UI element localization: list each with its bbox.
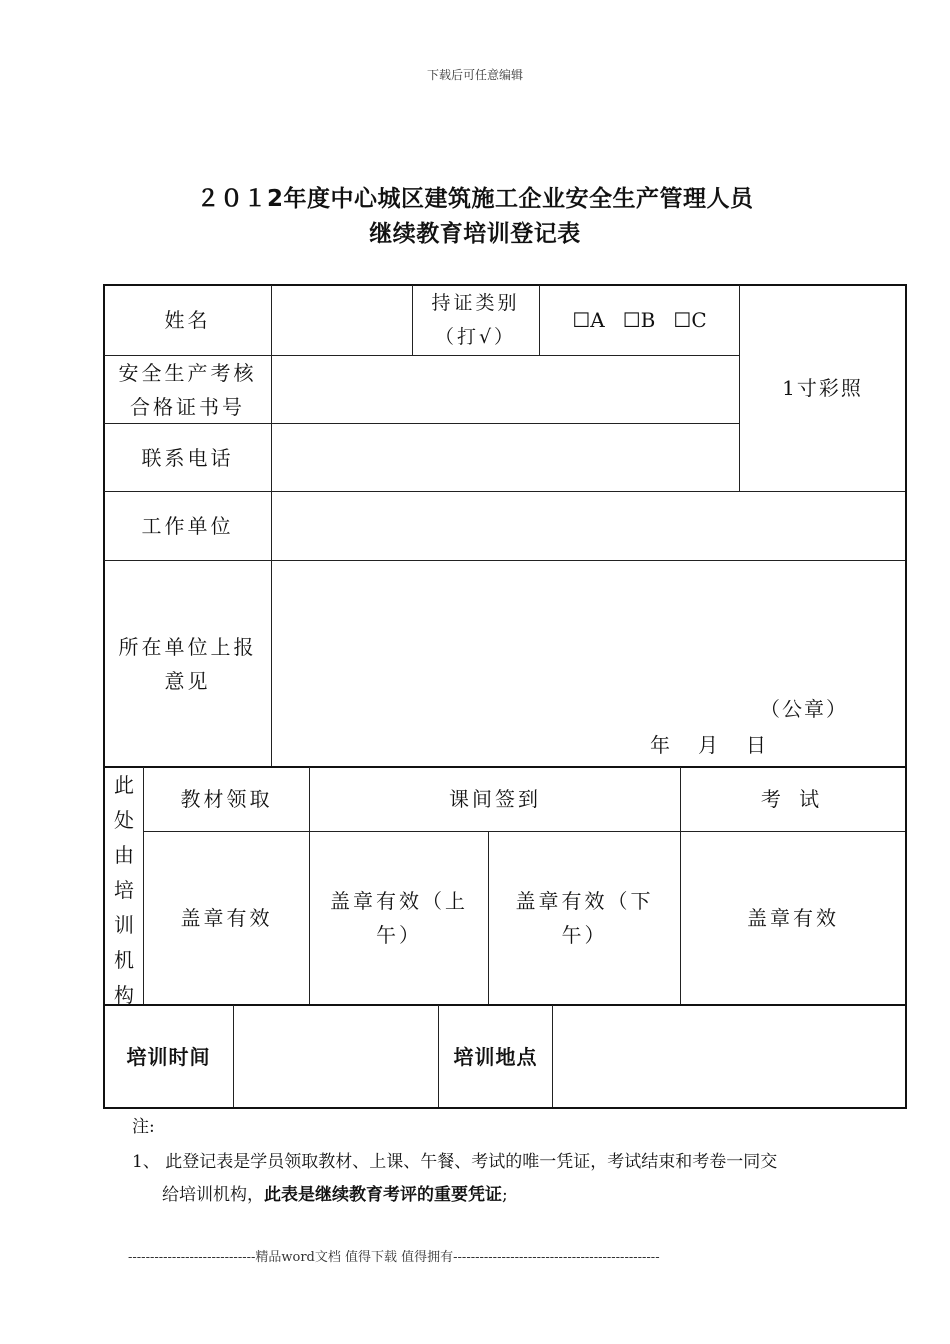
header-note: 下载后可任意编辑 (426, 68, 523, 82)
signin-am-line1: 盖章有效（上 (330, 889, 468, 913)
date-label: 年 月 日 (650, 733, 770, 757)
training-time-label: 培训时间 (126, 1044, 211, 1069)
name-label: 姓名 (164, 308, 211, 332)
opinion-label (104, 561, 271, 766)
notes-item1-end: ; (502, 1185, 508, 1205)
employer-field[interactable] (272, 492, 905, 560)
footer-line: -----------------------------精品word文档 值得下载 值得拥有----------------------------------------------- (128, 1250, 660, 1265)
name-field[interactable] (272, 285, 412, 355)
org-note-char: 构 (114, 983, 134, 1007)
org-note-char: 处 (114, 808, 134, 832)
form-title-line2: 继续教育培训登记表 (369, 221, 581, 247)
notes-item1-line2 (162, 1179, 508, 1212)
cert-type-label (412, 285, 539, 355)
cert-number-label-line2: 合格证书号 (130, 394, 245, 419)
employer-label: 工作单位 (141, 514, 234, 538)
org-note-char: 训 (114, 913, 134, 937)
exam-stamp-cell: 盖章有效 (747, 906, 839, 930)
option-a-checkbox[interactable]: ☐A (572, 308, 605, 332)
phone-field[interactable] (272, 424, 739, 491)
option-b-checkbox[interactable]: ☐B (622, 308, 656, 332)
photo-placeholder[interactable]: 1寸彩照 (782, 376, 863, 400)
signin-am-stamp-cell (310, 832, 488, 1004)
org-note-char: 此 (114, 773, 134, 797)
signin-pm-stamp-cell (489, 832, 680, 1004)
signin-pm-line2: 午） (561, 923, 608, 947)
opinion-label-line1: 所在单位上报 (118, 634, 257, 659)
signin-pm-line1: 盖章有效（下 (515, 889, 654, 913)
phone-label: 联系电话 (141, 445, 234, 470)
notes-item1-emphasis: 此表是继续教育考评的重要凭证 (264, 1185, 502, 1205)
notes-item1-plain: 给培训机构， (162, 1185, 264, 1205)
org-note-char: 机 (114, 948, 134, 972)
training-place-field[interactable] (553, 1006, 905, 1107)
cert-number-field[interactable] (272, 356, 739, 423)
notes-heading: 注: (132, 1117, 155, 1137)
cert-type-label-line2: （打√） (434, 326, 517, 348)
training-time-field[interactable] (234, 1006, 438, 1107)
cert-type-label-line1: 持证类别 (431, 292, 520, 314)
opinion-label-line2: 意见 (164, 668, 211, 693)
exam-header: 考 试 (760, 787, 826, 811)
org-use-note (104, 768, 144, 1013)
materials-stamp-cell: 盖章有效 (180, 906, 273, 930)
form-title-line1: ２０１2年度中心城区建筑施工企业安全生产管理人员 (196, 186, 754, 212)
option-c-checkbox[interactable]: ☐C (673, 308, 707, 332)
materials-header: 教材领取 (180, 787, 273, 811)
training-place-label: 培训地点 (453, 1044, 538, 1069)
cert-type-options (540, 285, 739, 355)
notes-item1-line1: 1、 此登记表是学员领取教材、上课、午餐、考试的唯一凭证，考试结束和考卷一同交 (132, 1152, 778, 1172)
cert-number-label-line1: 安全生产考核 (118, 360, 257, 385)
cert-number-label (104, 356, 271, 423)
org-note-char: 由 (114, 843, 134, 867)
org-note-char: 培 (114, 878, 134, 902)
seal-label: （公章） (760, 697, 848, 721)
signin-header: 课间签到 (449, 787, 541, 811)
signin-am-line2: 午） (376, 923, 422, 947)
